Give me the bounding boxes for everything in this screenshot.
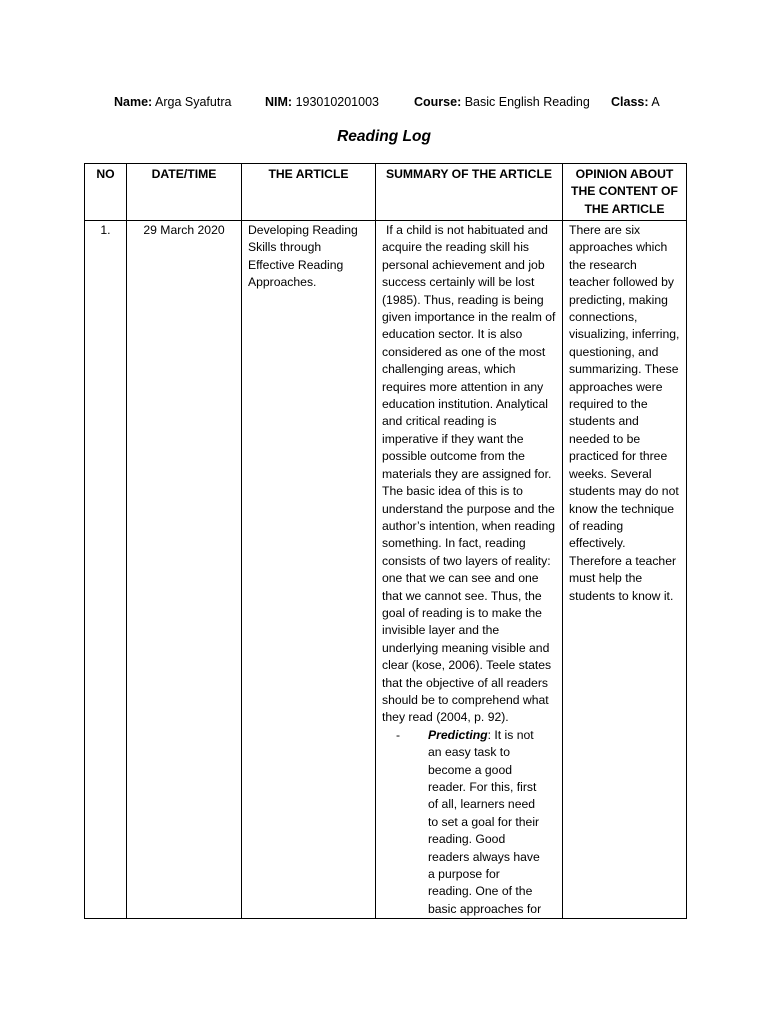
student-info-line — [0, 94, 768, 110]
row-opinion: There are six approaches which the research teacher followed by predicting, making connections, visualizing, inferring, questioning, and summarizing. These approaches were required to the students and needed to be practiced for three weeks. Several students may do not know the technique of reading effectively. Therefore a teacher must help the students to know it. — [563, 221, 687, 919]
class-name: Class: A — [611, 95, 660, 109]
bullet-content — [428, 727, 556, 918]
column-header-no: NO — [85, 164, 127, 221]
column-header-opinion: OPINION ABOUT THE CONTENT OF THE ARTICLE — [563, 164, 687, 221]
row-date: 29 March 2020 — [127, 221, 242, 919]
bullet-text: : It is not an easy task to become a good reader. For this, first of all, learners need to set a goal for their reading. Good readers always have a purpose for reading. One of the basic approaches for — [428, 727, 542, 916]
table-header-row — [85, 164, 687, 221]
table-row — [85, 221, 687, 919]
course-name: Course: Basic English Reading — [414, 95, 590, 109]
summary-bullet-item — [382, 727, 556, 918]
bullet-dash: - — [396, 727, 401, 742]
row-summary: If a child is not habituated and acquire the reading skill his personal achievement and job success certainly will be lost (1985). Thus, reading is being given importance in the realm of education sector. It is also considered as one of the most challenging areas, which requires more attention in any education institution. Analytical and critical reading is imperative if they want the possible outcome from the materials they are assigned for. The basic idea of this is to understand the purpose and the author’s intention, when reading something. In fact, reading consists of two layers of reality: one that we can see and one that we cannot see. Thus, the goal of reading is to make the invisible layer and the underlying meaning visible and clear (kose, 2006). Teele states that the objective of all readers should be to comprehend what they read (2004, p. 92). — [382, 223, 556, 725]
column-header-date: DATE/TIME — [127, 164, 242, 221]
page-title: Reading Log — [337, 128, 431, 145]
row-article-title: Developing Reading Skills through Effective Reading Approaches. — [242, 221, 376, 919]
column-header-article: THE ARTICLE — [242, 164, 376, 221]
student-nim: NIM: 193010201003 — [265, 95, 379, 109]
student-name: Name: Arga Syafutra — [114, 95, 232, 109]
row-summary-cell — [376, 221, 563, 919]
bullet-term: Predicting — [428, 727, 488, 742]
reading-log-table — [84, 163, 687, 919]
column-header-summary: SUMMARY OF THE ARTICLE — [376, 164, 563, 221]
row-number: 1. — [85, 221, 127, 919]
